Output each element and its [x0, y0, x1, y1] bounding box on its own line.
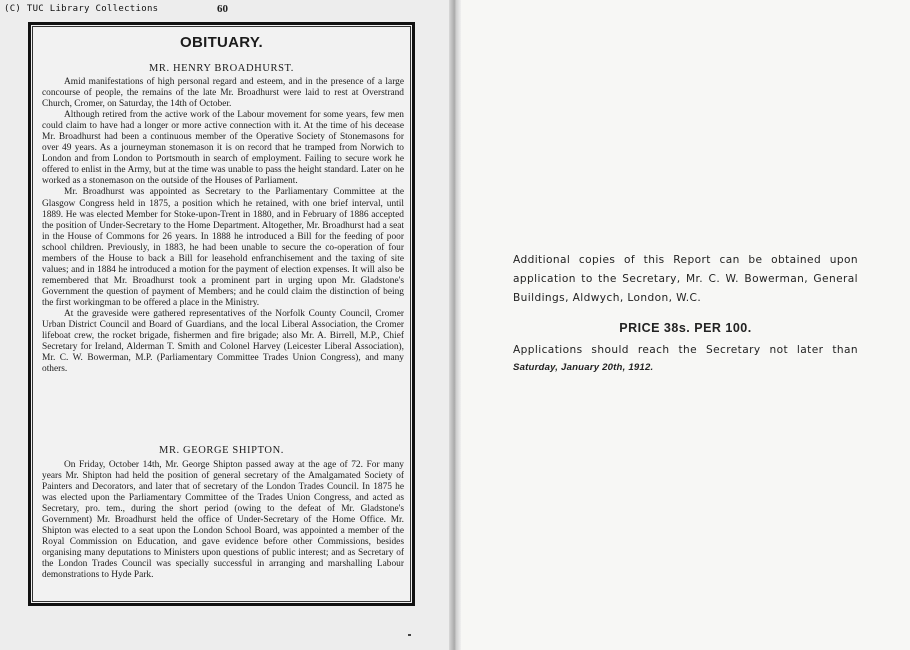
book-gutter: [449, 0, 461, 650]
shipton-paragraph: On Friday, October 14th, Mr. George Shipton passed away at the age of 72. For many years Mr. Shipton had held the position of general secretary of the Amalgamated Society of Painters and Decorators, and later that of secretary of the London Trades Council. In 1875 he was elected upon the Parliamentary Committee of the Trades Union Congress, and acted as Secretary, pro. tem., during the short period (owing to the defeat of Mr. Gladstone's Government) Mr. Broadhurst held the office of Under-Secretary of the Home Office. Mr. Shipton was elected to a seat upon the London School Board, was appointed a member of the Royal Commission on Education, and gave evidence before other Commissions, besides organising many deputations to Ministers upon questions of public interest; and as Secretary of the London Trades Council was specially successful in arranging and marshalling Labour demonstrations to Hyde Park.: [42, 460, 404, 581]
obituary-title: OBITUARY.: [180, 34, 263, 51]
deadline-text: Applications should reach the Secretary not later than: [513, 344, 858, 356]
broadhurst-heading: MR. HENRY BROADHURST.: [148, 63, 295, 74]
copies-notice: [513, 251, 858, 376]
scan-speck: [408, 634, 411, 636]
deadline-date: Saturday, January 20th, 1912.: [513, 362, 654, 373]
shipton-heading: MR. GEORGE SHIPTON.: [159, 445, 284, 456]
broadhurst-paragraph: Mr. Broadhurst was appointed as Secretary to the Parliamentary Committee at the Glasgow Congress held in 1875, a position which he retained, with one brief interval, until 1889. He was elected Member for Stoke-upon-Trent in 1880, and in February of 1886 accepted the position of Under-Secretary to the Home Department. Altogether, Mr. Broadhurst had a seat in the House of Commons for 26 years. In 1888 he introduced a Bill for the feeding of poor school children. Previously, in 1883, he had been unable to secure the co-operation of four members of the House to back a Bill for leasehold enfranchisement and the taxing of site values; and in 1884 he introduced a motion for the payment of election expenses. It will also be remembered that Mr. Broadhurst took a prominent part in urging upon Mr. Gladstone's Government the question of payment of Members; and he could claim the distinction of being the first workingman to be offered a place in the Ministry.: [42, 187, 404, 308]
broadhurst-paragraph: At the graveside were gathered representatives of the Norfolk County Council, Cromer Urban District Council and Board of Guardians, and the local Liberal Association, the Cromer lifeboat crew, the rocket brigade, fishermen and fire brigade; also Mr. A. Birrell, M.P., Chief Secretary for Ireland, Alderman T. Smith and Colonel Harvey (Leicester Liberal Association), Mr. C. W. Bowerman, M.P. (Parliamentary Committee Trades Union Congress), and many others.: [42, 308, 404, 375]
watermark: (C) TUC Library Collections: [4, 4, 159, 14]
price-line: PRICE 38s. PER 100.: [619, 321, 752, 335]
page-number: 60: [217, 3, 228, 15]
notice-text: Additional copies of this Report can be obtained upon application to the Secretary, Mr. C. W. Bowerman, General Buildings, Aldwych, London, W.C.: [513, 254, 858, 304]
deadline-line: [513, 342, 858, 376]
broadhurst-paragraph: Amid manifestations of high personal regard and esteem, and in the presence of a large concourse of people, the remains of the late Mr. Broadhurst were laid to rest at Overstrand Church, Cromer, on Saturday, the 14th of October.: [42, 77, 404, 110]
broadhurst-paragraph: Although retired from the active work of the Labour movement for some years, few men could claim to have had a longer or more active connection with it. At the time of his decease Mr. Broadhurst had been a continuous member of the Operative Society of Stonemasons for over 49 years. As a journeyman stonemason it is on record that he tramped from Norwich to London and from London to Portsmouth in search of employment. Failing to secure work he offered to enlist in the Army, but at the time was unable to pass the height standard. Later on he worked as a stonemason on the outside of the Houses of Parliament.: [42, 110, 404, 187]
broadhurst-text: [42, 77, 404, 375]
shipton-text: [42, 460, 404, 582]
